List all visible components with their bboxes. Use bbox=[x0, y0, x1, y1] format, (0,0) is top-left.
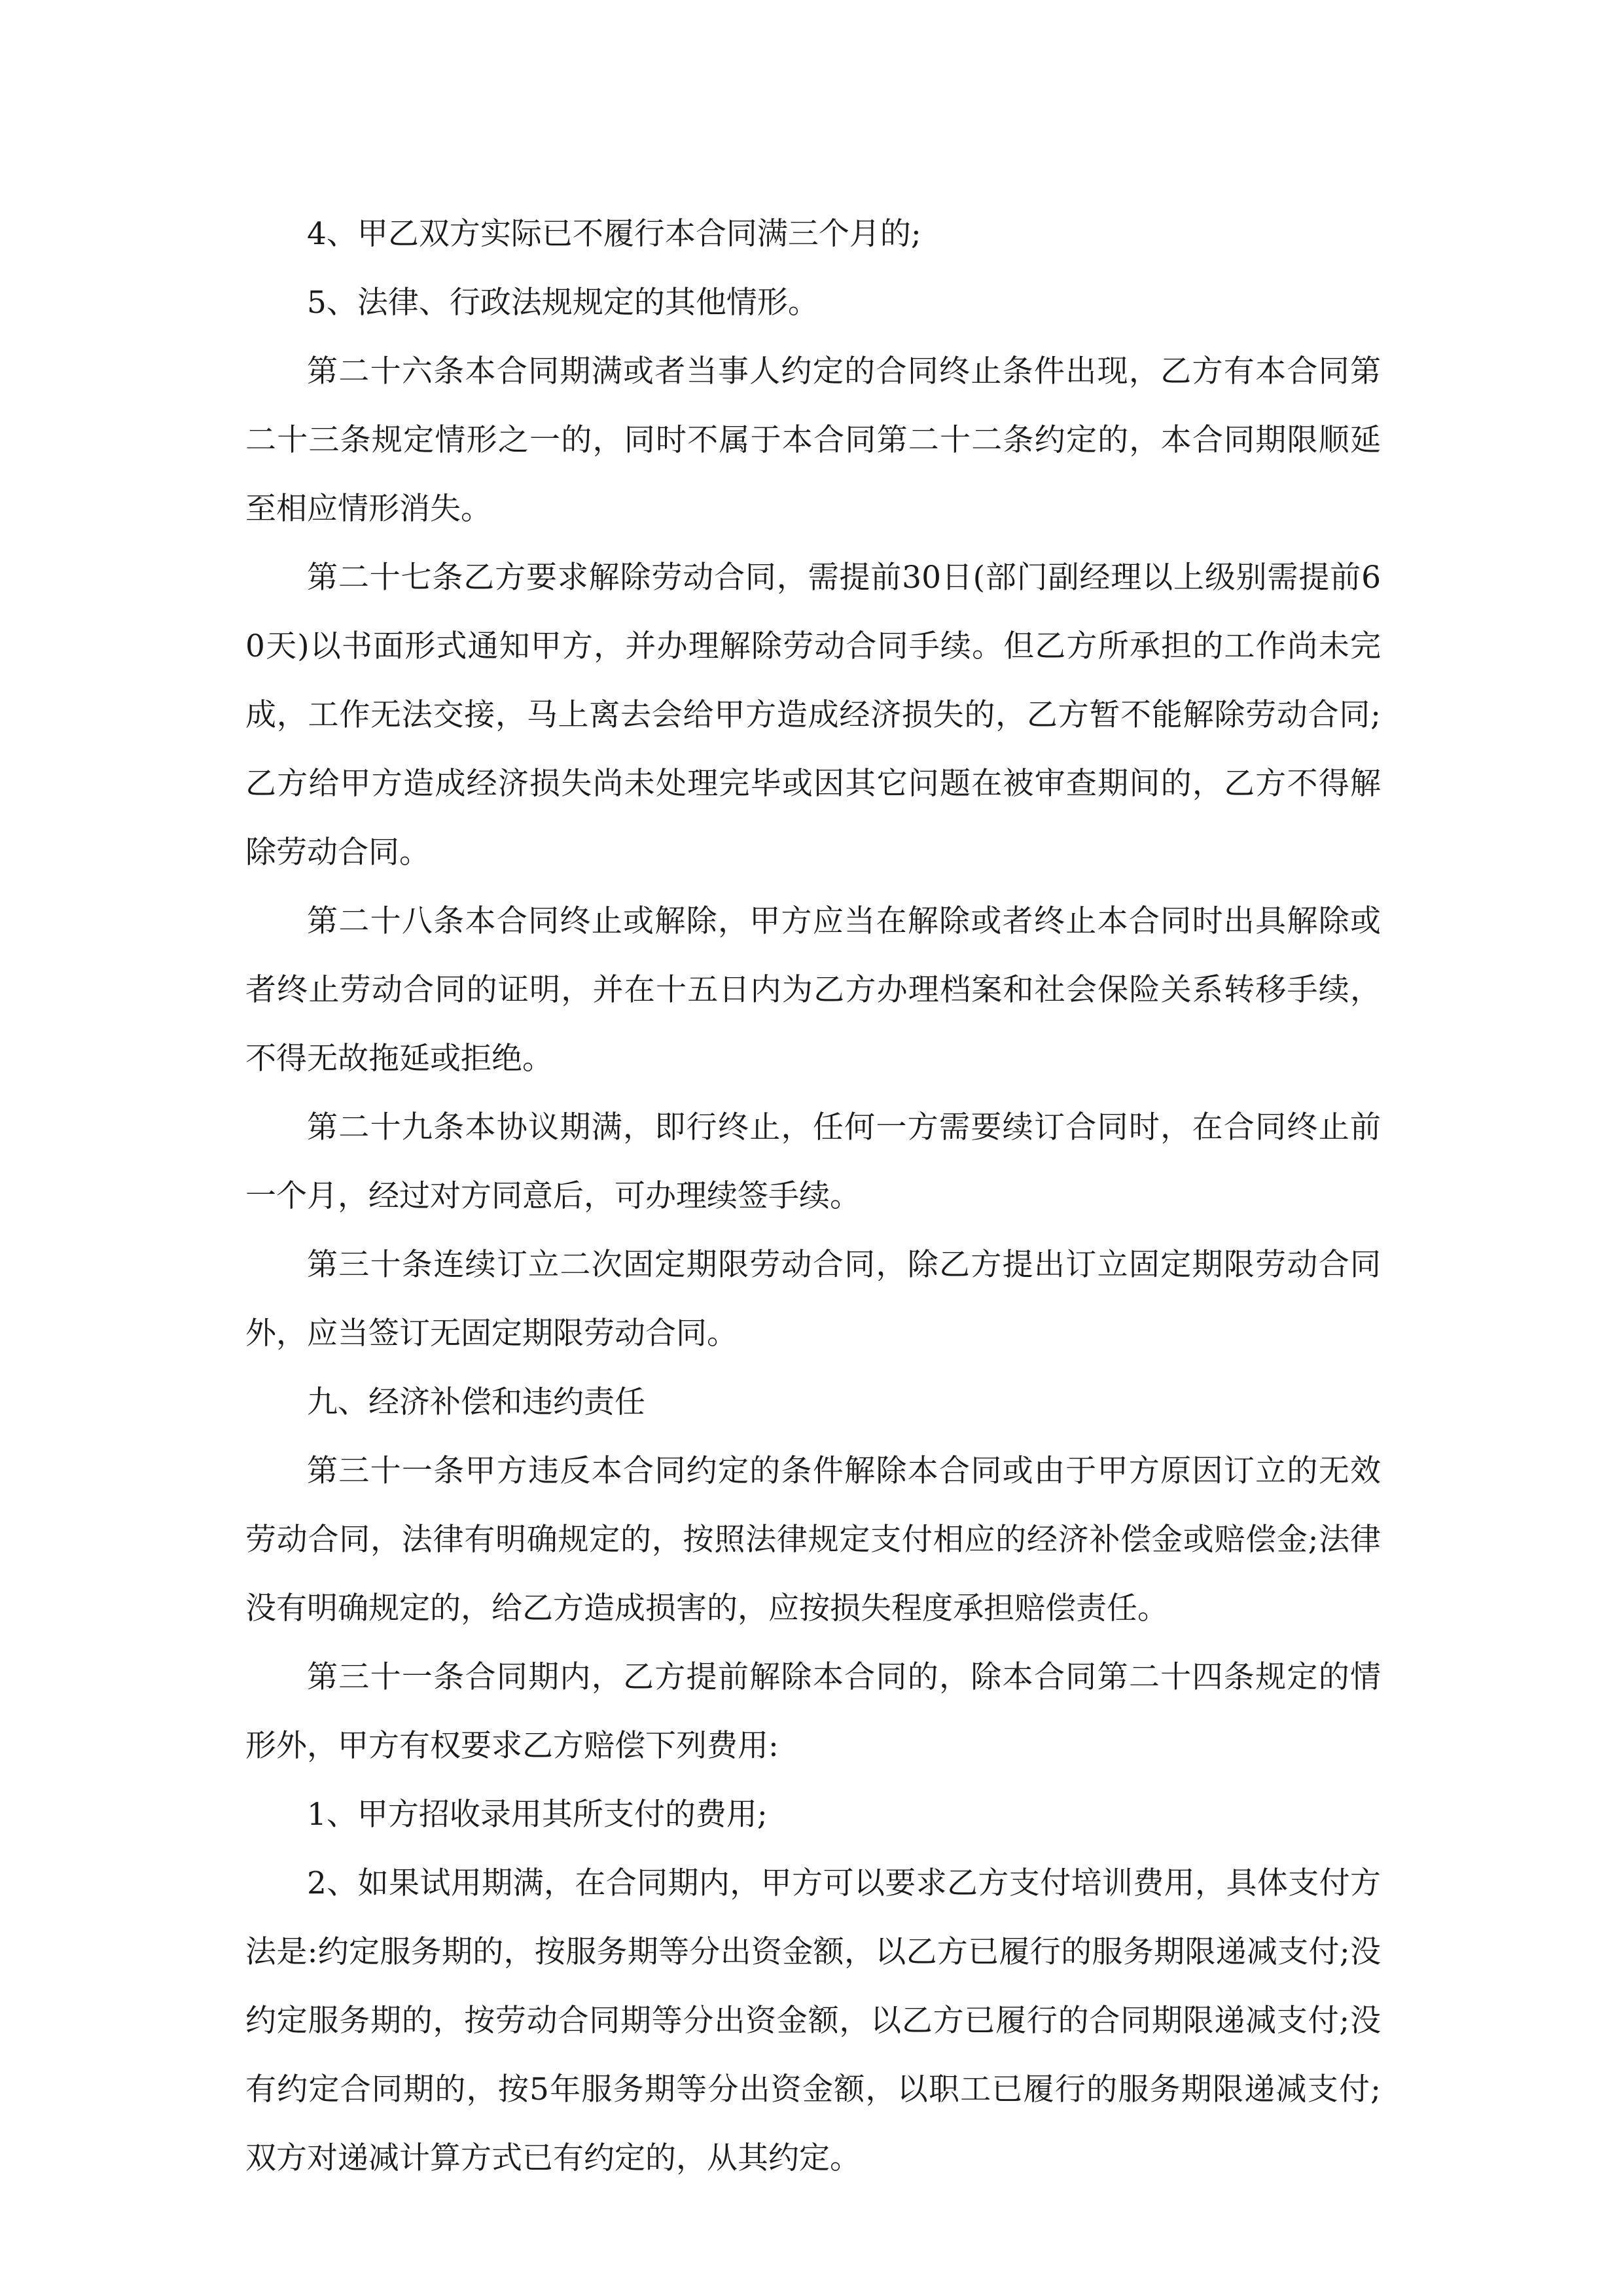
section-heading-9: 九、经济补偿和违约责任 bbox=[307, 1384, 645, 1420]
paragraph-article-28: 第二十八条本合同终止或解除，甲方应当在解除或者终止本合同时出具解除或者终止劳动合同的证明，并在十五日内为乙方办理档案和社会保险关系转移手续，不得无故拖延或拒绝。 bbox=[245, 903, 1381, 1077]
paragraph-article-27: 第二十七条乙方要求解除劳动合同，需提前30日(部门副经理以上级别需提前60天)以书面形式通知甲方，并办理解除劳动合同手续。但乙方所承担的工作尚未完成，工作无法交接，马上离去会给甲方造成经济损失的，乙方暂不能解除劳动合同;乙方给甲方造成经济损失尚未处理完毕或因其它问题在被审查期间的，乙方不得解除劳动合同。 bbox=[245, 560, 1381, 870]
paragraph-item-5: 5、法律、行政法规规定的其他情形。 bbox=[307, 285, 819, 321]
document-body bbox=[245, 200, 1381, 2193]
paragraph-article-31a: 第三十一条甲方违反本合同约定的条件解除本合同或由于甲方原因订立的无效劳动合同，法律有明确规定的，按照法律规定支付相应的经济补偿金或赔偿金;法律没有明确规定的，给乙方造成损害的，应按损失程度承担赔偿责任。 bbox=[245, 1453, 1381, 1626]
paragraph-article-29: 第二十九条本协议期满，即行终止，任何一方需要续订合同时，在合同终止前一个月，经过对方同意后，可办理续签手续。 bbox=[245, 1109, 1381, 1214]
paragraph-article-31b: 第三十一条合同期内，乙方提前解除本合同的，除本合同第二十四条规定的情形外，甲方有权要求乙方赔偿下列费用: bbox=[245, 1659, 1381, 1764]
paragraph-article-30: 第三十条连续订立二次固定期限劳动合同，除乙方提出订立固定期限劳动合同外，应当签订无固定期限劳动合同。 bbox=[245, 1247, 1381, 1352]
paragraph-list-item-1: 1、甲方招收录用其所支付的费用; bbox=[307, 1797, 768, 1833]
paragraph-list-item-2: 2、如果试用期满，在合同期内，甲方可以要求乙方支付培训费用，具体支付方法是:约定服务期的，按服务期等分出资金额，以乙方已履行的服务期限递减支付;没约定服务期的，按劳动合同期等分出资金额，以乙方已履行的合同期限递减支付;没有约定合同期的，按5年服务期等分出资金额，以职工已履行的服务期限递减支付;双方对递减计算方式已有约定的，从其约定。 bbox=[245, 1865, 1381, 2176]
paragraph-article-26: 第二十六条本合同期满或者当事人约定的合同终止条件出现，乙方有本合同第二十三条规定情形之一的，同时不属于本合同第二十二条约定的，本合同期限顺延至相应情形消失。 bbox=[245, 353, 1381, 527]
paragraph-item-4: 4、甲乙双方实际已不履行本合同满三个月的; bbox=[307, 216, 921, 252]
